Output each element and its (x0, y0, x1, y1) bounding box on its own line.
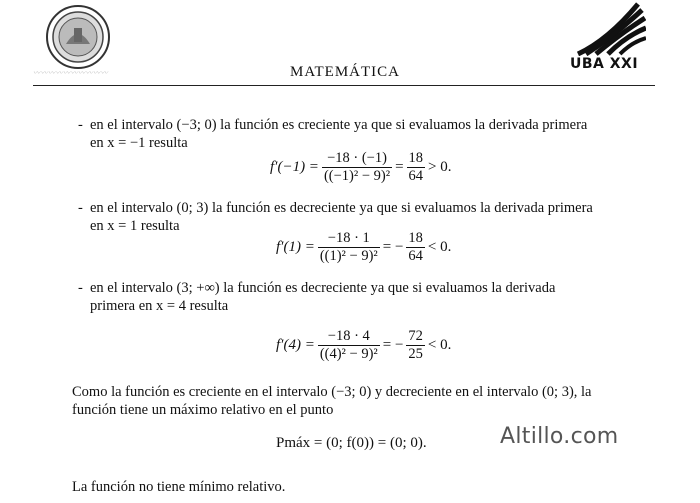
bullet-dash: - (78, 117, 83, 133)
fraction (407, 150, 426, 185)
formula-rhs: > 0. (428, 159, 452, 175)
formula-lhs: f′(−1) = (270, 159, 319, 175)
item-text-line1: en el intervalo (3; +∞) la función es decreciente ya que si evaluamos la derivada (90, 280, 556, 296)
bullet-dash: - (78, 200, 83, 216)
conclusion-line1: Como la función es creciente en el intervalo (−3; 0) y decreciente en el intervalo (0; 3), la (72, 384, 592, 400)
formula-rhs: < 0. (427, 239, 452, 255)
fraction (318, 230, 380, 265)
uba-xxi-swirl-icon (568, 0, 646, 56)
fraction-denominator: 25 (408, 346, 423, 362)
conclusion-paragraph (72, 383, 655, 419)
fraction-numerator: −18 · 1 (327, 230, 370, 246)
formula-equals: = − (382, 337, 404, 353)
final-statement: La función no tiene mínimo relativo. (72, 479, 286, 495)
fraction-numerator: 18 (408, 230, 423, 246)
maximum-point-formula: Pmáx = (0; f(0)) = (0; 0). (276, 435, 427, 451)
fraction-denominator: ((4)² − 9)² (319, 346, 378, 362)
derivative-formula (270, 150, 452, 185)
fraction-denominator: 64 (408, 248, 423, 264)
conclusion-line2: función tiene un máximo relativo en el punto (72, 402, 334, 418)
fraction-numerator: −18 · 4 (327, 328, 370, 344)
formula-lhs: f′(4) = (276, 337, 315, 353)
formula-equals: = − (382, 239, 404, 255)
signature-scribble: 〰〰〰〰〰〰〰〰〰〰 (33, 69, 108, 77)
fraction (318, 328, 380, 363)
fraction-denominator: 64 (408, 168, 424, 184)
fraction-numerator: −18 · (−1) (327, 150, 387, 166)
fraction-denominator: ((−1)² − 9)² (323, 168, 391, 184)
item-text-line2: en x = −1 resulta (90, 135, 188, 151)
watermark: Altillo.com (500, 424, 619, 449)
formula-equals: = (395, 159, 404, 175)
page-title: MATEMÁTICA (290, 64, 400, 80)
bullet-dash: - (78, 280, 83, 296)
item-text-line1: en el intervalo (−3; 0) la función es creciente ya que si evaluamos la derivada primera (90, 117, 588, 133)
uba-xxi-logo-text: UBA XXI (570, 56, 639, 72)
list-item (78, 279, 655, 315)
fraction (322, 150, 392, 185)
list-item (78, 116, 655, 152)
item-text-line1: en el intervalo (0; 3) la función es decreciente ya que si evaluamos la derivada primera (90, 200, 593, 216)
fraction-denominator: ((1)² − 9)² (319, 248, 378, 264)
fraction-numerator: 72 (408, 328, 423, 344)
university-seal-logo (44, 4, 112, 70)
formula-lhs: f′(1) = (276, 239, 315, 255)
fraction-numerator: 18 (408, 150, 424, 166)
fraction (406, 230, 425, 265)
derivative-formula (276, 230, 451, 265)
derivative-formula (276, 328, 451, 363)
item-text-line2: en x = 1 resulta (90, 218, 180, 234)
fraction (406, 328, 425, 363)
formula-rhs: < 0. (427, 337, 452, 353)
item-text-line2: primera en x = 4 resulta (90, 298, 229, 314)
header-rule (33, 85, 655, 86)
